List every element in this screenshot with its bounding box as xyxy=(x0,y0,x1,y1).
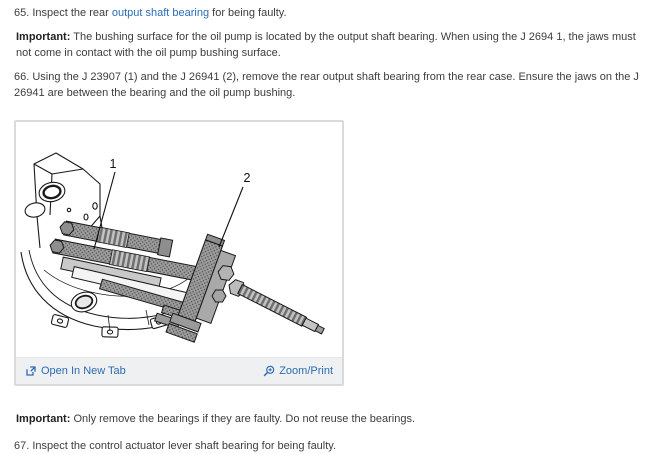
important-1-label: Important: xyxy=(16,31,71,43)
important-1-body: The bushing surface for the oil pump is located by the output shaft bearing. When using the J 2694 1, the jaws must not come in contact with the oil pump bushing surface. xyxy=(16,31,636,59)
zoom-icon xyxy=(263,365,275,377)
forcing-screw xyxy=(238,285,325,336)
important-note-2 xyxy=(14,411,644,427)
step-65 xyxy=(14,5,644,21)
open-in-new-tab-link[interactable] xyxy=(25,363,126,379)
step-67: 67. Inspect the control actuator lever shaft bearing for being faulty. xyxy=(14,440,337,452)
figure-toolbar xyxy=(16,357,342,384)
open-in-new-icon xyxy=(25,365,37,377)
figure-frame xyxy=(14,120,344,386)
step-65-post: for being faulty. xyxy=(209,7,287,19)
zoom-print-label: Zoom/Print xyxy=(279,365,333,377)
open-in-new-tab-label: Open In New Tab xyxy=(41,365,126,377)
callout-1: 1 xyxy=(109,157,117,171)
important-note-1 xyxy=(14,29,644,61)
callout-2: 2 xyxy=(243,171,251,185)
output-shaft-bearing-link[interactable]: output shaft bearing xyxy=(111,7,210,19)
zoom-print-link[interactable] xyxy=(263,363,333,379)
important-2-body: Only remove the bearings if they are faulty. Do not reuse the bearings. xyxy=(70,413,416,425)
technical-diagram xyxy=(16,122,342,357)
step-66: 66. Using the J 23907 (1) and the J 26941 (2), remove the rear output shaft bearing from the rear case. Ensure the jaws on the J 26941 are between the bearing and the oil pump bushing. xyxy=(14,71,639,99)
step-65-pre: 65. Inspect the rear xyxy=(14,7,112,19)
important-2-label: Important: xyxy=(16,413,71,425)
